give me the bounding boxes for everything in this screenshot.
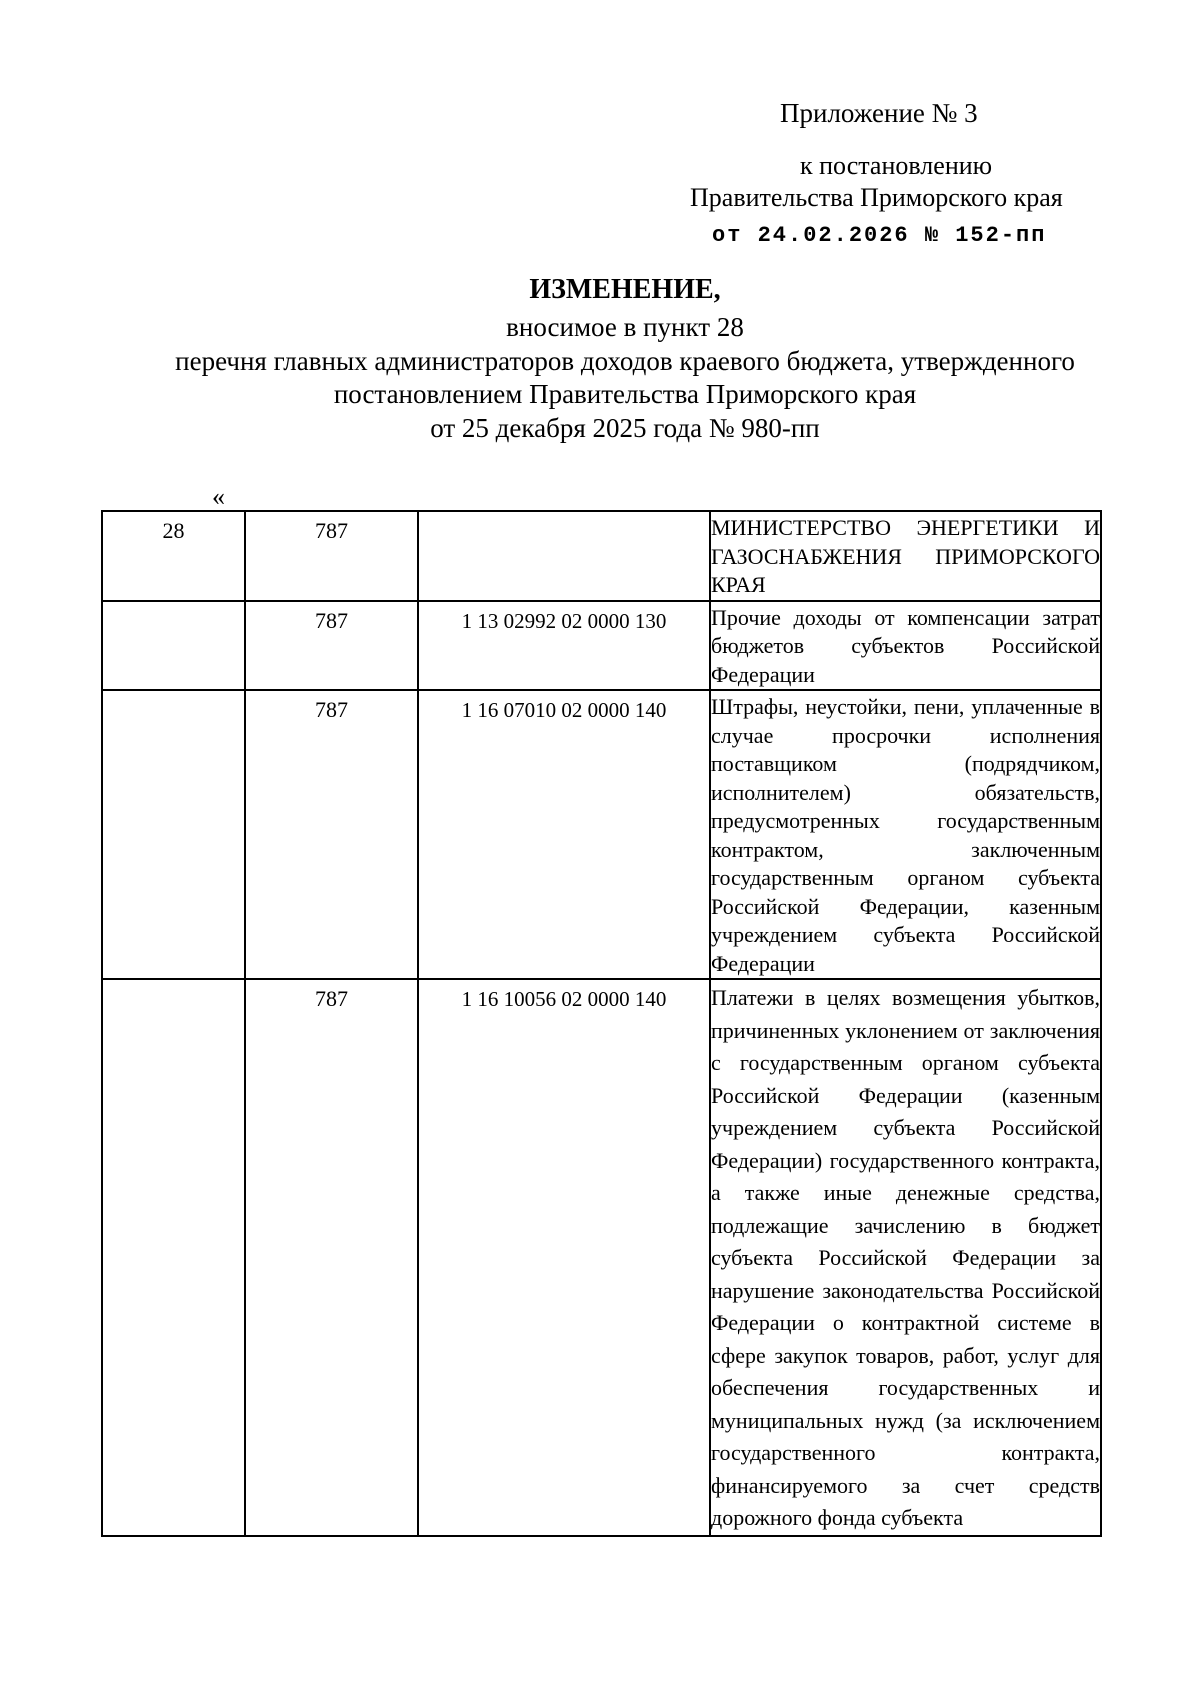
table-row <box>102 511 1101 601</box>
table-row <box>102 690 1101 979</box>
admin-code-cell: 787 <box>245 601 418 691</box>
description-cell: МИНИСТЕРСТВО ЭНЕРГЕТИКИ И ГАЗОСНАБЖЕНИЯ ПРИМОРСКОГО КРАЯ <box>710 511 1101 601</box>
opening-quote-mark: « <box>212 482 225 511</box>
description-cell: Прочие доходы от компенсации затрат бюджетов субъектов Российской Федерации <box>710 601 1101 691</box>
revenue-code-cell <box>418 511 710 601</box>
revenue-administrators-table <box>101 510 1102 1537</box>
revenue-code-cell: 1 16 10056 02 0000 140 <box>418 979 710 1536</box>
admin-code-cell: 787 <box>245 690 418 979</box>
description-cell: Штрафы, неустойки, пени, уплаченные в случае просрочки исполнения поставщиком (подрядчиком, исполнителем) обязательств, предусмотренных государственным контрактом, заключенным государственным органом субъекта Российской Федерации, казенным учреждением субъекта Российской Федерации <box>710 690 1101 979</box>
government-label: Правительства Приморского края <box>690 183 1063 212</box>
row-number-cell <box>102 601 245 691</box>
revenue-code-cell: 1 16 07010 02 0000 140 <box>418 690 710 979</box>
to-resolution-label: к постановлению <box>800 151 993 180</box>
subtitle-line-3: постановлением Правительства Приморского края <box>333 379 917 409</box>
table-row <box>102 979 1101 1536</box>
document-title: ИЗМЕНЕНИЕ, <box>529 274 721 305</box>
revenue-code-cell: 1 13 02992 02 0000 130 <box>418 601 710 691</box>
row-number-cell <box>102 690 245 979</box>
resolution-reference: от 24.02.2026 № 152-пп <box>712 223 1047 248</box>
subtitle-line-1: вносимое в пункт 28 <box>506 312 744 342</box>
row-number-cell: 28 <box>102 511 245 601</box>
table-row <box>102 601 1101 691</box>
admin-code-cell: 787 <box>245 511 418 601</box>
row-number-cell <box>102 979 245 1536</box>
admin-code-cell: 787 <box>245 979 418 1536</box>
subtitle-line-2: перечня главных администраторов доходов краевого бюджета, утвержденного <box>175 346 1075 376</box>
description-cell: Платежи в целях возмещения убытков, причиненных уклонением от заключения с государственным органом субъекта Российской Федерации (казенным учреждением субъекта Российской Федерации) государственного контракта, а также иные денежные средства, подлежащие зачислению в бюджет субъекта Российской Федерации за нарушение законодательства Российской Федерации о контрактной системе в сфере закупок товаров, работ, услуг для обеспечения государственных и муниципальных нужд (за исключением государственного контракта, финансируемого за счет средств дорожного фонда субъекта <box>710 979 1101 1536</box>
subtitle-line-4: от 25 декабря 2025 года № 980-пп <box>430 413 820 443</box>
appendix-label: Приложение № 3 <box>780 98 978 128</box>
